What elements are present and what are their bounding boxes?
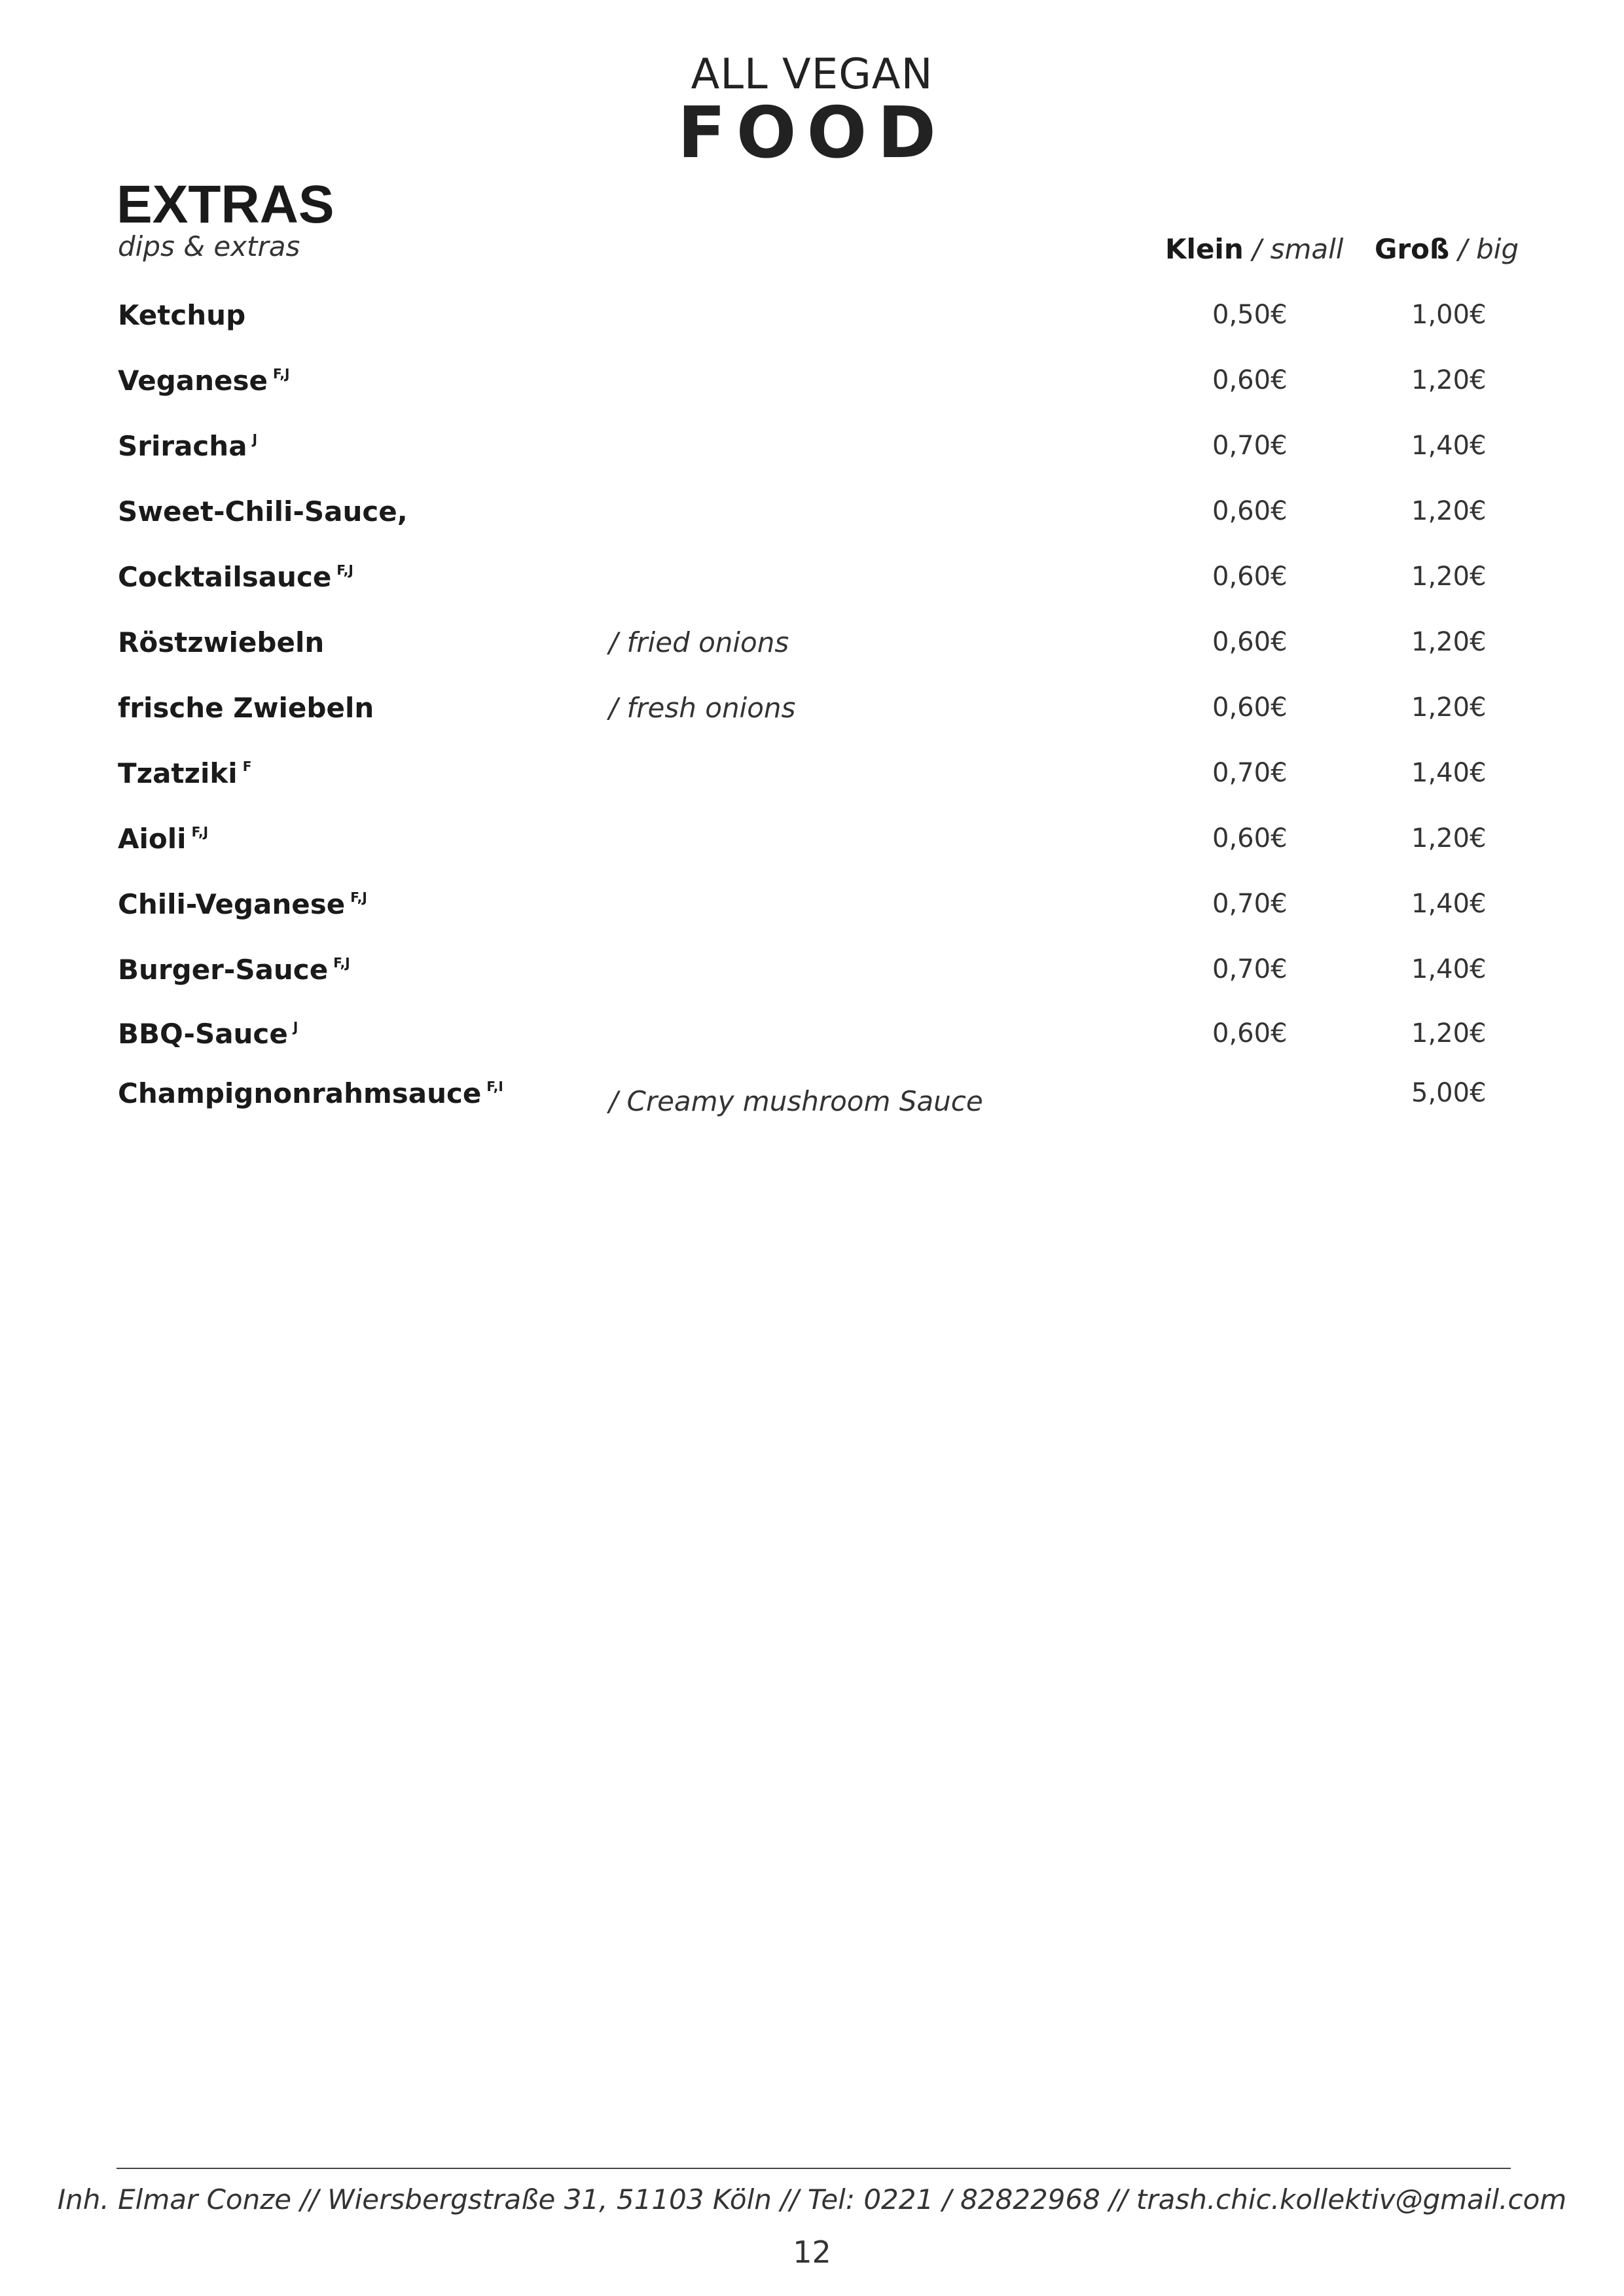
price-small: 0,60€ <box>1212 627 1288 657</box>
item-name: Sriracha $^J$ <box>118 430 258 462</box>
column-header-big-en: / big <box>1458 233 1519 265</box>
header-subtitle: ALL VEGAN <box>691 50 933 99</box>
price-big: 1,40€ <box>1411 758 1487 788</box>
footer-divider <box>117 2168 1511 2169</box>
section-subtitle: dips & extras <box>118 230 300 262</box>
price-big: 1,20€ <box>1411 365 1487 395</box>
allergen-codes: F,J <box>333 955 350 971</box>
menu-item <box>0 626 1624 668</box>
menu-item <box>0 825 1624 865</box>
menu-item <box>0 1020 1624 1060</box>
column-header-big <box>1375 233 1519 265</box>
menu-item <box>0 694 1624 734</box>
price-big: 1,40€ <box>1411 889 1487 919</box>
allergen-codes: J <box>293 1019 298 1035</box>
item-name: Röstzwiebeln <box>118 626 325 658</box>
price-big: 1,40€ <box>1411 954 1487 984</box>
allergen-codes: F <box>242 759 252 774</box>
price-big: 1,20€ <box>1411 692 1487 723</box>
item-name: Chili-Veganese $^{F,J}$ <box>118 888 367 920</box>
menu-item <box>0 561 1624 603</box>
item-name: Cocktailsauce $^{F,J}$ <box>118 561 353 593</box>
price-big: 1,20€ <box>1411 823 1487 853</box>
allergen-codes: F,J <box>191 824 209 840</box>
price-big: 1,20€ <box>1411 1018 1487 1049</box>
price-big: 1,20€ <box>1411 627 1487 657</box>
item-description: / fresh onions <box>609 692 796 724</box>
price-small: 0,70€ <box>1212 758 1288 788</box>
price-small: 0,60€ <box>1212 562 1288 592</box>
menu-item <box>0 757 1624 799</box>
item-name: Tzatziki $^F$ <box>118 757 252 789</box>
price-small: 0,70€ <box>1212 954 1288 984</box>
item-name: Ketchup <box>118 299 246 331</box>
menu-item <box>0 1077 1624 1119</box>
menu-item <box>0 299 1624 341</box>
page-number: 12 <box>793 2234 831 2270</box>
allergen-codes: F,J <box>272 366 290 382</box>
footer-contact: Inh. Elmar Conze // Wiersbergstraße 31, 51103 Köln // Tel: 0221 / 82822968 // trash.chic.kollektiv@gmail.com <box>57 2183 1567 2215</box>
price-big: 1,00€ <box>1411 300 1487 330</box>
price-big: 1,40€ <box>1411 431 1487 461</box>
column-header-small-de: Klein <box>1165 233 1244 265</box>
item-name: Sweet-Chili-Sauce, <box>118 495 408 528</box>
price-small: 0,50€ <box>1212 300 1288 330</box>
price-big: 1,20€ <box>1411 562 1487 592</box>
allergen-codes: J <box>252 431 258 447</box>
menu-item <box>0 430 1624 472</box>
price-small: 0,60€ <box>1212 496 1288 526</box>
item-name: frische Zwiebeln <box>118 692 374 724</box>
column-header-small <box>1165 233 1344 265</box>
price-small: 0,60€ <box>1212 823 1288 853</box>
allergen-codes: F,J <box>350 889 367 905</box>
menu-item <box>0 956 1624 996</box>
item-name: Veganese $^{F,J}$ <box>118 365 290 397</box>
price-small: 0,70€ <box>1212 431 1288 461</box>
column-header-small-en: / small <box>1252 233 1344 265</box>
price-small: 0,60€ <box>1212 1018 1288 1049</box>
item-name: BBQ-Sauce $^J$ <box>118 1018 298 1050</box>
item-description: / Creamy mushroom Sauce <box>609 1085 983 1117</box>
menu-item <box>0 367 1624 406</box>
item-name: Burger-Sauce $^{F,J}$ <box>118 954 350 986</box>
allergen-codes: F,J <box>336 562 353 578</box>
price-small: 0,70€ <box>1212 889 1288 919</box>
item-name: Champignonrahmsauce $^{F,I}$ <box>118 1077 503 1109</box>
allergen-codes: F,I <box>486 1079 503 1094</box>
item-description: / fried onions <box>609 626 789 658</box>
header-title: FOOD <box>677 92 947 174</box>
price-small: 0,60€ <box>1212 692 1288 723</box>
section-title: EXTRAS <box>117 175 334 234</box>
price-big: 5,00€ <box>1411 1078 1487 1108</box>
price-small: 0,60€ <box>1212 365 1288 395</box>
menu-item <box>0 495 1624 537</box>
item-name: Aioli $^{F,J}$ <box>118 823 209 855</box>
column-header-big-de: Groß <box>1375 233 1450 265</box>
price-big: 1,20€ <box>1411 496 1487 526</box>
menu-item <box>0 888 1624 930</box>
